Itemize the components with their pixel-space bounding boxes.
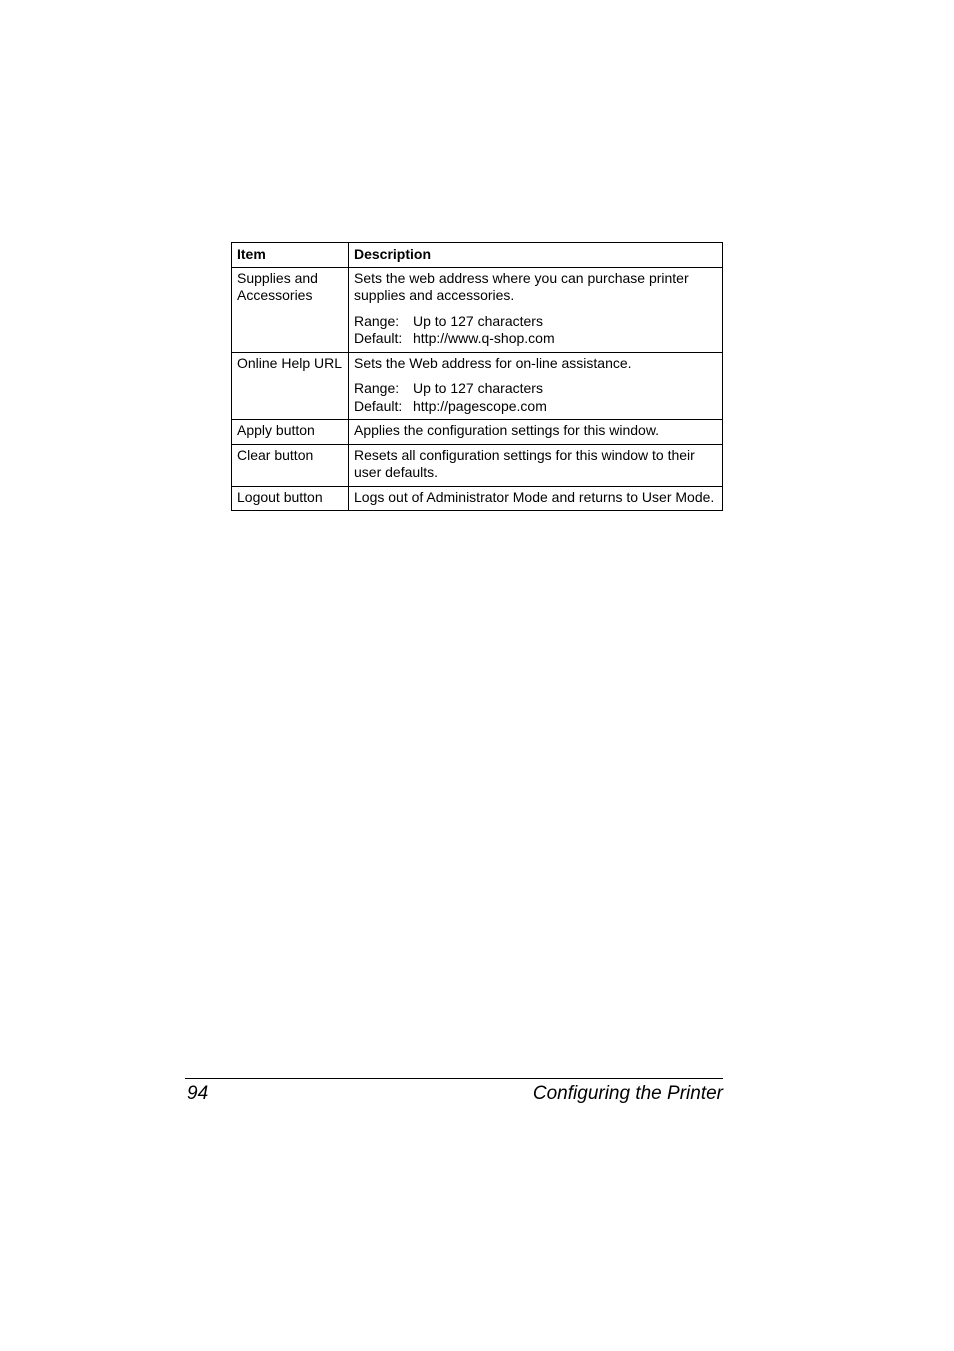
- table-row: [232, 352, 723, 420]
- item-cell: Apply button: [232, 420, 349, 445]
- range-default-block: [354, 313, 717, 348]
- description-text: Sets the web address where you can purchase printer supplies and accessories.: [354, 269, 689, 303]
- table-row: [232, 486, 723, 511]
- range-value: Up to 127 characters: [413, 380, 543, 396]
- default-row: [354, 398, 717, 416]
- default-value: http://pagescope.com: [413, 397, 547, 414]
- range-default-block: [354, 380, 717, 415]
- description-cell: [349, 352, 723, 420]
- range-label: Range:: [354, 380, 400, 396]
- description-cell: Applies the configuration settings for this window.: [349, 420, 723, 445]
- range-row: [354, 313, 717, 331]
- default-label: Default:: [354, 330, 403, 346]
- chapter-title: Configuring the Printer: [532, 1083, 723, 1104]
- description-cell: Logs out of Administrator Mode and returns to User Mode.: [349, 486, 723, 511]
- description-text: Sets the Web address for on-line assistance.: [354, 354, 632, 371]
- header-description: Description: [349, 243, 723, 268]
- page-number: 94: [187, 1083, 209, 1104]
- footer-divider: [185, 1078, 723, 1079]
- default-row: [354, 330, 717, 348]
- table-row: [232, 267, 723, 352]
- default-value: http://www.q-shop.com: [413, 330, 555, 346]
- table-header-row: [232, 243, 723, 268]
- description-cell: [349, 267, 723, 352]
- table-row: [232, 420, 723, 445]
- range-label: Range:: [354, 312, 400, 329]
- default-label: Default:: [354, 397, 403, 414]
- item-cell: Clear button: [232, 444, 349, 486]
- range-row: [354, 380, 717, 398]
- header-item: Item: [232, 243, 349, 268]
- description-cell: Resets all configuration settings for this window to their user defaults.: [349, 444, 723, 486]
- item-cell: Supplies and Accessories: [232, 267, 349, 352]
- item-cell: Online Help URL: [232, 352, 349, 420]
- item-cell: Logout button: [232, 486, 349, 511]
- description-table: [231, 242, 723, 511]
- range-value: Up to 127 characters: [413, 312, 543, 329]
- table-row: [232, 444, 723, 486]
